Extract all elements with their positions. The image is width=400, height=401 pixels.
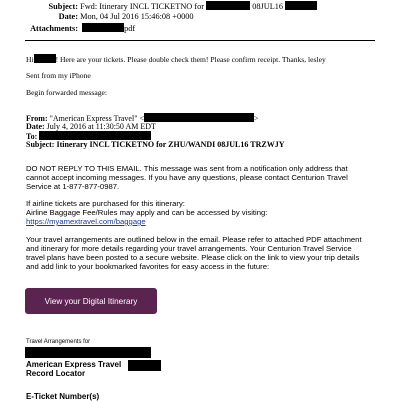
record-locator-label: Record Locator — [26, 369, 86, 378]
redacted-recipient — [34, 54, 56, 63]
date-label: Date: — [58, 12, 78, 21]
header-subject-row — [0, 1, 317, 11]
attachments-label: Attachments: — [30, 24, 78, 33]
itinerary-line: travel plans have been posted to a secure website. Please click on the link to view your trip details — [26, 253, 360, 262]
itinerary-line: Your travel arrangements are outlined below in the email. Please refer to attached PDF attachment — [26, 235, 362, 244]
attachment-link[interactable]: pdf — [124, 24, 136, 33]
header-attachments-row — [0, 23, 135, 33]
airline-line: If airline tickets are purchased for this itinerary: — [26, 199, 185, 208]
redacted-filename — [82, 23, 124, 32]
greeting-body: ! Here are your tickets. Please double check them! Please confirm receipt. Thanks, lesley — [55, 55, 326, 64]
begin-forwarded-line: Begin forwarded message: — [26, 88, 107, 97]
redacted-traveler-name — [25, 347, 151, 358]
header-date-row — [0, 12, 194, 21]
fwd-to-label: To: — [26, 132, 38, 141]
fwd-subject-value: Itinerary INCL TICKETNO for ZHU/WANDI 08JUL16 TRZWJY — [56, 140, 285, 149]
redacted-to-email — [39, 131, 151, 140]
greeting-line — [26, 54, 326, 64]
baggage-link[interactable]: https://myamextravel.com/baggage — [26, 217, 146, 226]
fwd-date-row — [26, 122, 156, 131]
travel-arrangements-label: Travel Arrangements for — [26, 339, 91, 345]
airline-paragraph — [26, 199, 267, 226]
redacted-code — [285, 1, 317, 10]
header-divider — [25, 40, 375, 41]
sent-from-line: Sent from my iPhone — [26, 71, 91, 80]
airline-line: Airline Baggage Fee/Rules may apply and can be accessed by visiting: — [26, 208, 268, 217]
date-value: Mon, 04 Jul 2016 15:46:08 +0000 — [80, 12, 194, 21]
itinerary-line: and add link to your bookmarked favorites for easy access in the future: — [26, 262, 270, 271]
subject-value: Fwd: Itinerary INCL TICKETNO for — [80, 2, 205, 11]
subject-label: Subject: — [48, 2, 78, 11]
redacted-sender-email — [144, 113, 254, 122]
fwd-from-end: > — [253, 114, 259, 123]
fwd-subject-row — [26, 140, 284, 149]
notice-line: cannot accept incoming messages. If you have any questions, please contact Centurion Travel — [26, 173, 348, 182]
fwd-date-label: Date: — [26, 122, 45, 131]
eticket-label: E-Ticket Number(s) — [26, 392, 100, 401]
amex-travel-label: American Express Travel — [26, 360, 122, 369]
fwd-subject-label: Subject: — [26, 140, 55, 149]
notice-line: Service at 1-877-877-0987. — [26, 182, 120, 191]
redacted-name — [206, 1, 250, 10]
greeting-start: Hi — [26, 55, 34, 64]
view-digital-itinerary-button[interactable]: View your Digital Itinerary — [25, 288, 157, 314]
notice-line: DO NOT REPLY TO THIS EMAIL. This message was sent from a notification only address that — [26, 164, 348, 173]
fwd-date-value: July 4, 2016 at 11:30:50 AM EDT — [46, 122, 156, 131]
fwd-from-value: "American Express Travel" < — [49, 114, 144, 123]
itinerary-paragraph — [26, 235, 362, 271]
redacted-locator — [128, 360, 161, 371]
subject-date: 08JUL16 — [252, 2, 284, 11]
notice-paragraph — [26, 164, 348, 191]
itinerary-line: and itinerary for more details regarding your travel arrangements. Your Centurion Travel Service — [26, 244, 352, 253]
fwd-from-label: From: — [26, 114, 48, 123]
